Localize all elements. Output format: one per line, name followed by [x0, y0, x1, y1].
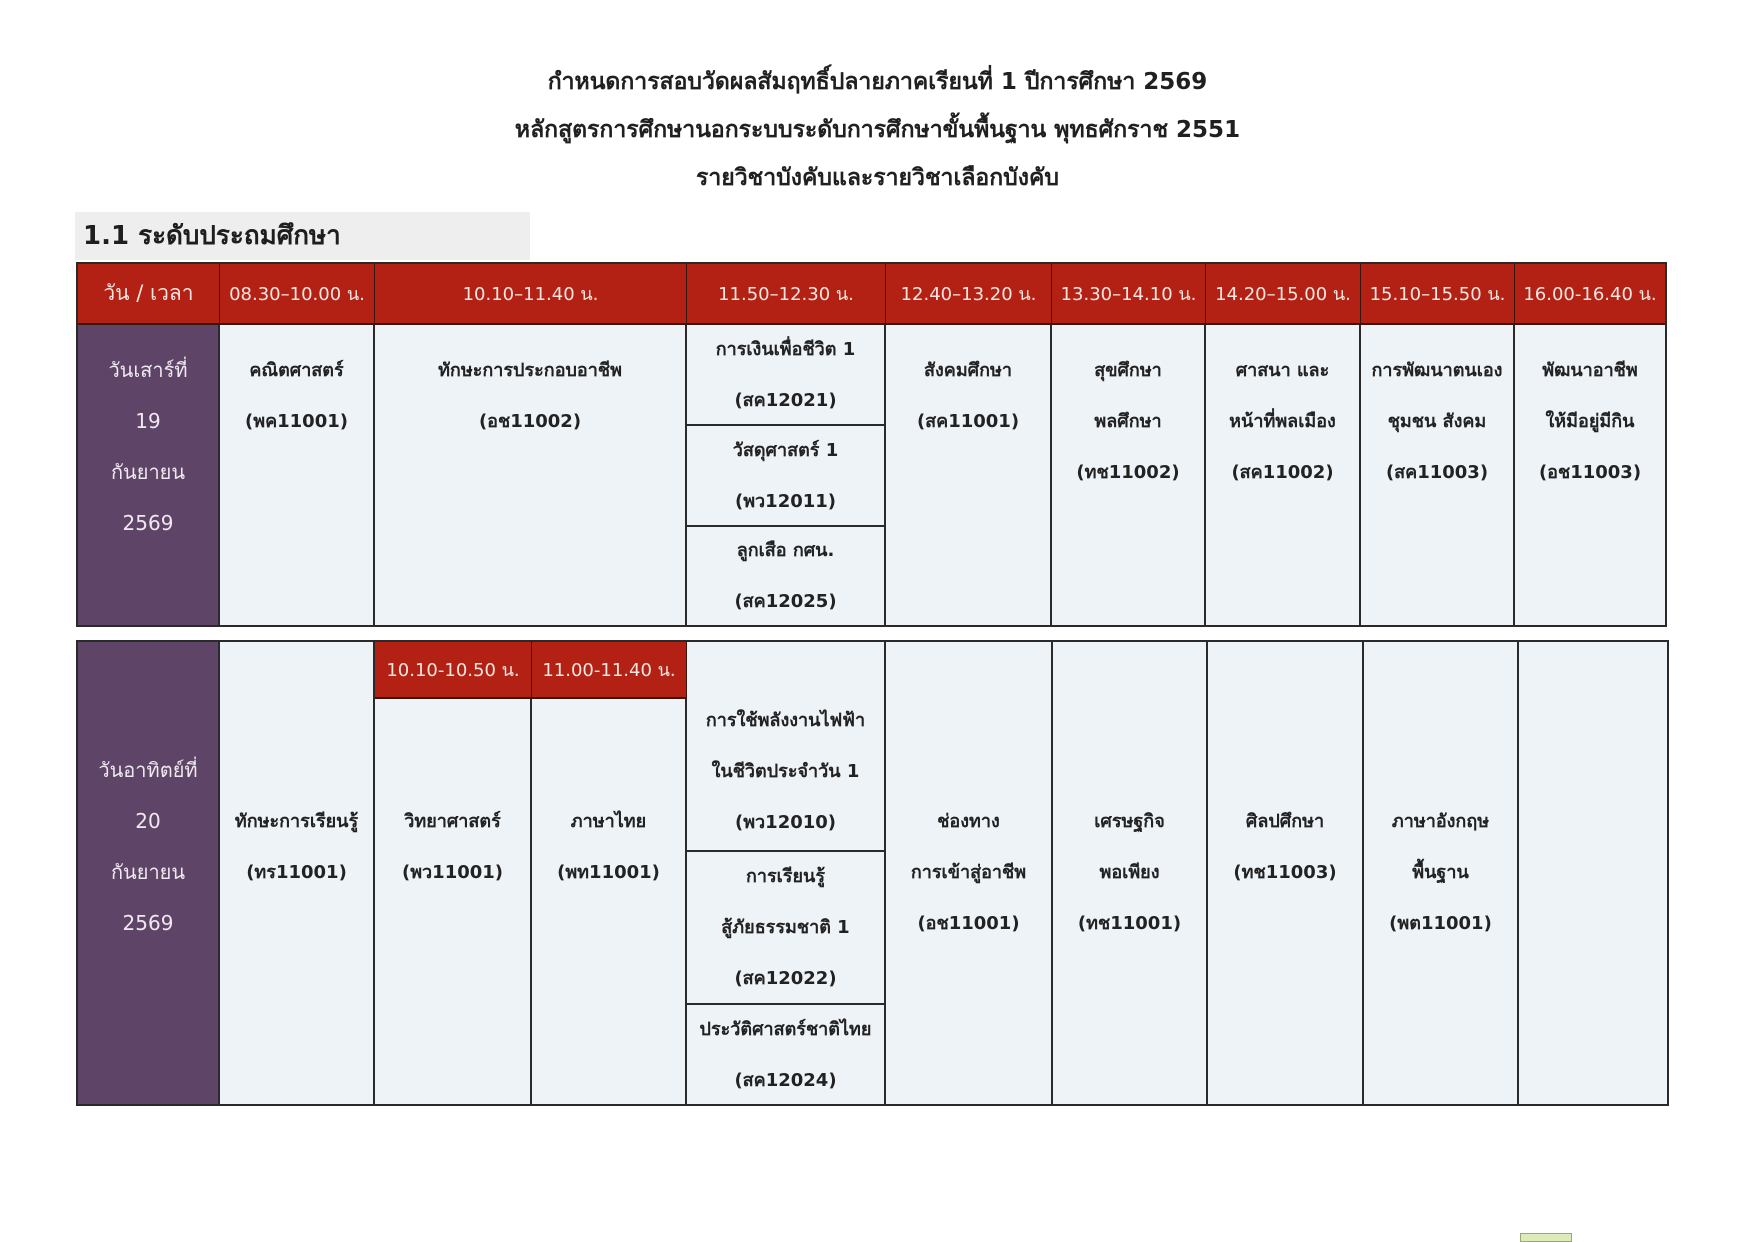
day2-slot2a-time-header: 10.10-10.50 น. [375, 642, 532, 699]
schedule-table-day1 [76, 262, 1667, 627]
subject-code: (สค12021) [734, 389, 837, 411]
subject-name: สุขศึกษา [1094, 360, 1162, 381]
day1-slot1-subject [220, 325, 375, 625]
subject-code: (สค11002) [1231, 462, 1334, 483]
subject-code: (สค11001) [916, 411, 1020, 432]
subject-name-2: พื้นฐาน [1412, 862, 1469, 883]
subject-code: (พต11001) [1389, 913, 1492, 934]
day1-slot8-subject [1515, 325, 1665, 625]
subject-code: (สค12025) [734, 591, 837, 612]
day2-slot3-subject-a [687, 642, 886, 852]
day2-slot7-subject [1364, 642, 1519, 1104]
subject-code: (พว12011) [734, 490, 837, 512]
subject-name: วัสดุศาสตร์ 1 [732, 439, 839, 461]
header-slot-2: 10.10–11.40 น. [375, 264, 687, 325]
header-day-time: วัน / เวลา [78, 264, 220, 325]
day2-slot3-subject-b [687, 852, 886, 1005]
subject-name: คณิตศาสตร์ [249, 360, 344, 381]
subject-name: วิทยาศาสตร์ [404, 811, 501, 832]
day1-date: 19 [135, 409, 161, 433]
day2-slot6-subject [1208, 642, 1364, 1104]
subject-name-2: ในชีวิตประจำวัน 1 [711, 761, 860, 782]
title-line-1: กำหนดการสอบวัดผลสัมฤทธิ์ปลายภาคเรียนที่ 1 ปีการศึกษา 2569 [547, 69, 1208, 95]
subject-code: (ทช11001) [1077, 913, 1182, 934]
day2-slot5-subject [1053, 642, 1208, 1104]
subject-name: ลูกเสือ กศน. [736, 540, 835, 561]
subject-code: (พค11001) [245, 411, 348, 432]
subject-name: ศาสนา และ [1235, 360, 1330, 381]
subject-name: การเงินเพื่อชีวิต 1 [715, 338, 856, 360]
day2-slot2a-subject [375, 699, 532, 1104]
day2-slot2b-subject [532, 699, 687, 1104]
subject-name: การพัฒนาตนเอง [1371, 360, 1503, 381]
subject-name-2: สู้ภัยธรรมชาติ 1 [721, 917, 850, 938]
subject-name-2: พลศึกษา [1094, 411, 1162, 432]
subject-code: (พท11001) [557, 862, 660, 883]
day1-slot5-subject [1052, 325, 1206, 625]
subject-code: (สค12024) [734, 1069, 837, 1091]
day1-slot3-subject-a [687, 325, 886, 426]
subject-name: ช่องทาง [937, 811, 1000, 832]
subject-code: (อช11003) [1538, 462, 1642, 483]
day2-year: 2569 [122, 911, 174, 935]
day1-slot6-subject [1206, 325, 1361, 625]
subject-name-2: หน้าที่พลเมือง [1229, 411, 1336, 432]
schedule-table-day2 [76, 640, 1669, 1106]
subject-name: การใช้พลังงานไฟฟ้า [705, 710, 866, 731]
document-title [0, 58, 1755, 202]
subject-code: (ทร11001) [246, 862, 347, 883]
day1-slot3-subject-c [687, 527, 886, 625]
subject-name-2: ชุมชน สังคม [1387, 411, 1487, 432]
subject-code: (พว11001) [401, 862, 504, 883]
day2-label [78, 642, 220, 1104]
title-line-2: หลักสูตรการศึกษานอกระบบระดับการศึกษาขั้นพื้นฐาน พุทธศักราช 2551 [514, 117, 1241, 143]
subject-name: พัฒนาอาชีพ [1542, 360, 1638, 381]
subject-code: (อช11001) [917, 913, 1020, 934]
day2-date: 20 [135, 809, 161, 833]
day1-slot7-subject [1361, 325, 1515, 625]
subject-code: (อช11002) [478, 411, 582, 432]
subject-name: เศรษฐกิจ [1094, 811, 1165, 832]
subject-code: (สค12022) [734, 968, 837, 989]
subject-name: สังคมศึกษา [924, 360, 1012, 381]
day2-weekday: วันอาทิตย์ที่ [98, 758, 198, 782]
subject-code: (พว12010) [734, 812, 837, 833]
header-slot-8: 16.00-16.40 น. [1515, 264, 1665, 325]
day1-weekday: วันเสาร์ที่ [108, 358, 188, 382]
day1-month: กันยายน [110, 460, 186, 484]
day2-month: กันยายน [110, 860, 186, 884]
header-slot-5: 13.30–14.10 น. [1052, 264, 1206, 325]
day1-slot2-subject [375, 325, 687, 625]
day1-year: 2569 [122, 511, 174, 535]
day1-slot3-subject-b [687, 426, 886, 527]
header-slot-7: 15.10–15.50 น. [1361, 264, 1515, 325]
section-title: 1.1 ระดับประถมศึกษา [83, 221, 341, 251]
day1-slot4-subject [886, 325, 1052, 625]
header-slot-3: 11.50–12.30 น. [687, 264, 886, 325]
subject-code: (ทช11002) [1076, 462, 1180, 483]
day2-slot1-subject [220, 642, 375, 1104]
day2-slot2b-time-header: 11.00-11.40 น. [532, 642, 687, 699]
day1-label [78, 325, 220, 625]
header-slot-4: 12.40–13.20 น. [886, 264, 1052, 325]
subject-code: (สค11003) [1385, 462, 1489, 483]
subject-name: ศิลปศึกษา [1245, 811, 1325, 832]
header-slot-6: 14.20–15.00 น. [1206, 264, 1361, 325]
subject-name: ทักษะการประกอบอาชีพ [438, 360, 622, 381]
subject-name: ประวัติศาสตร์ชาติไทย [699, 1018, 872, 1040]
day2-slot4-subject [886, 642, 1053, 1104]
title-line-3: รายวิชาบังคับและรายวิชาเลือกบังคับ [696, 165, 1059, 191]
subject-name-2: พอเพียง [1099, 862, 1160, 883]
day2-slot8-empty [1519, 642, 1667, 1104]
day2-slot3-subject-c [687, 1005, 886, 1104]
subject-name-2: การเข้าสู่อาชีพ [910, 862, 1027, 883]
subject-code: (ทช11003) [1233, 862, 1337, 883]
subject-name: ทักษะการเรียนรู้ [234, 811, 359, 832]
corner-mark [1520, 1233, 1572, 1242]
subject-name: ภาษาไทย [570, 811, 647, 832]
subject-name: การเรียนรู้ [745, 866, 825, 887]
header-slot-1: 08.30–10.00 น. [220, 264, 375, 325]
subject-name: ภาษาอังกฤษ [1391, 811, 1490, 832]
subject-name-2: ให้มีอยู่มีกิน [1545, 411, 1635, 432]
